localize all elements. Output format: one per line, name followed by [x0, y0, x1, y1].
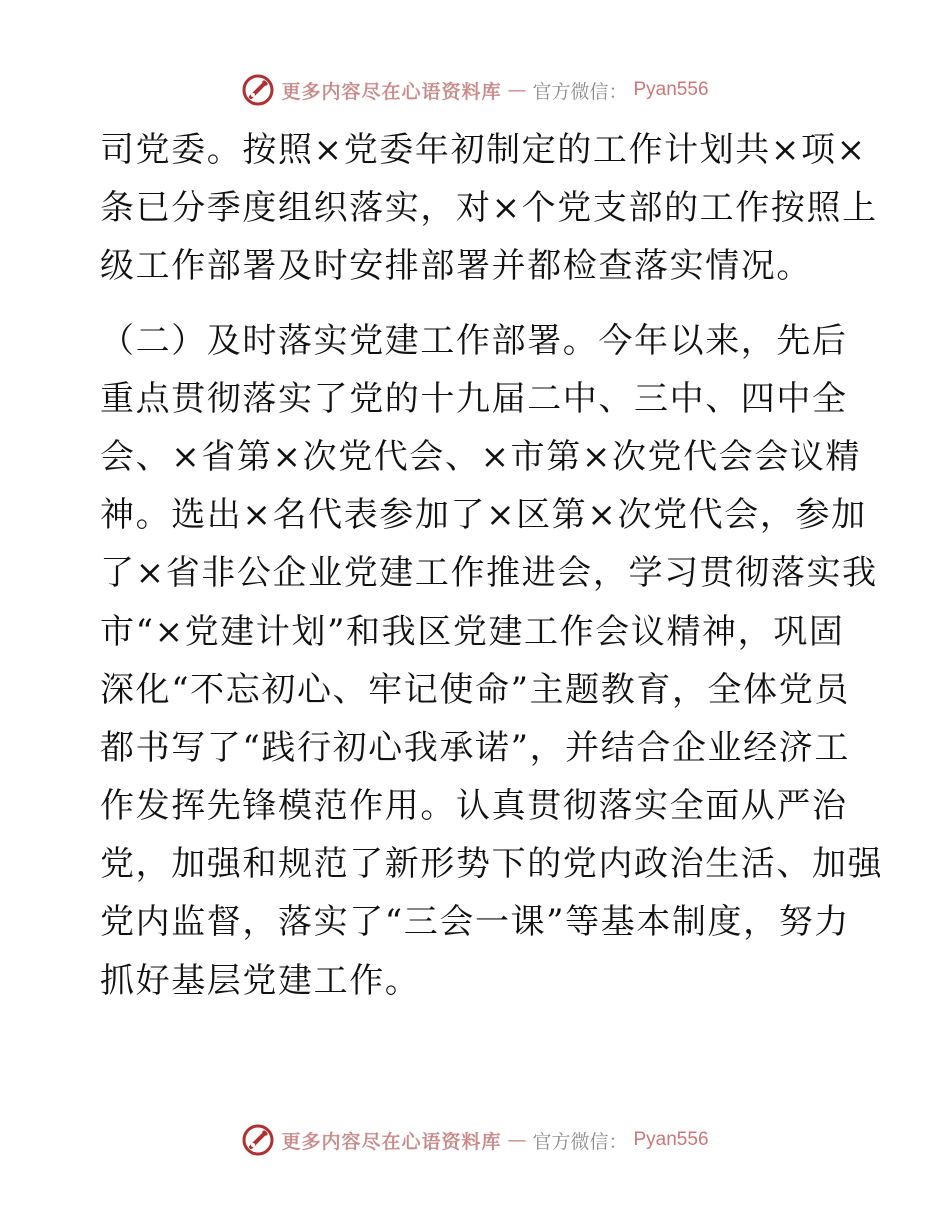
document-body: [100, 121, 884, 1010]
header-banner: [0, 70, 950, 110]
banner-wechat-id: Pyan556: [633, 79, 709, 100]
text-line: 党内监督，落实了“三会一课”等基本制度，努力: [100, 902, 850, 943]
text-line: 深化“不忘初心、牢记使命”主题教育，全体党员: [100, 669, 850, 710]
text-line: 了×省非公企业党建工作推进会，学习贯彻落实我: [100, 553, 878, 594]
section-heading-line: （二）及时落实党建工作部署。今年以来，先后: [100, 320, 848, 361]
banner-main-text: 更多内容尽在心语资料库: [281, 80, 502, 103]
banner-separator: —: [507, 79, 527, 101]
banner-main-text: 更多内容尽在心语资料库: [281, 1130, 502, 1153]
text-line: 神。选出×名代表参加了×区第×次党代会，参加: [100, 495, 867, 536]
banner-separator: —: [507, 1129, 527, 1151]
text-line: 条已分季度组织落实，对×个党支部的工作按照上: [100, 188, 878, 229]
text-line: 党，加强和规范了新形势下的党内政治生活、加强: [100, 844, 884, 885]
text-line: 抓好基层党建工作。: [100, 960, 421, 1001]
text-line: 级工作部署及时安排部署并都检查落实情况。: [100, 246, 812, 287]
text-line: 都书写了“践行初心我承诺”，并结合企业经济工: [100, 727, 850, 768]
text-line: 重点贯彻落实了党的十九届二中、三中、四中全: [100, 378, 848, 419]
paragraph-gap: [100, 296, 860, 312]
text-line: 司党委。按照×党委年初制定的工作计划共×项×: [100, 130, 867, 170]
pen-logo-icon: [241, 1123, 275, 1157]
banner-official-label: 官方微信：: [532, 1130, 628, 1153]
pen-logo-icon: [241, 73, 275, 107]
text-line: 市“×党建计划”和我区党建工作会议精神，巩固: [100, 611, 845, 652]
banner-wechat-id: Pyan556: [633, 1129, 709, 1150]
paragraph: [100, 312, 884, 1010]
footer-banner: [0, 1120, 950, 1160]
paragraph: [100, 121, 878, 296]
text-line: 会、×省第×次党代会、×市第×次党代会会议精: [100, 436, 862, 477]
banner-official-label: 官方微信：: [532, 80, 628, 103]
text-line: 作发挥先锋模范作用。认真贯彻落实全面从严治: [100, 786, 848, 827]
